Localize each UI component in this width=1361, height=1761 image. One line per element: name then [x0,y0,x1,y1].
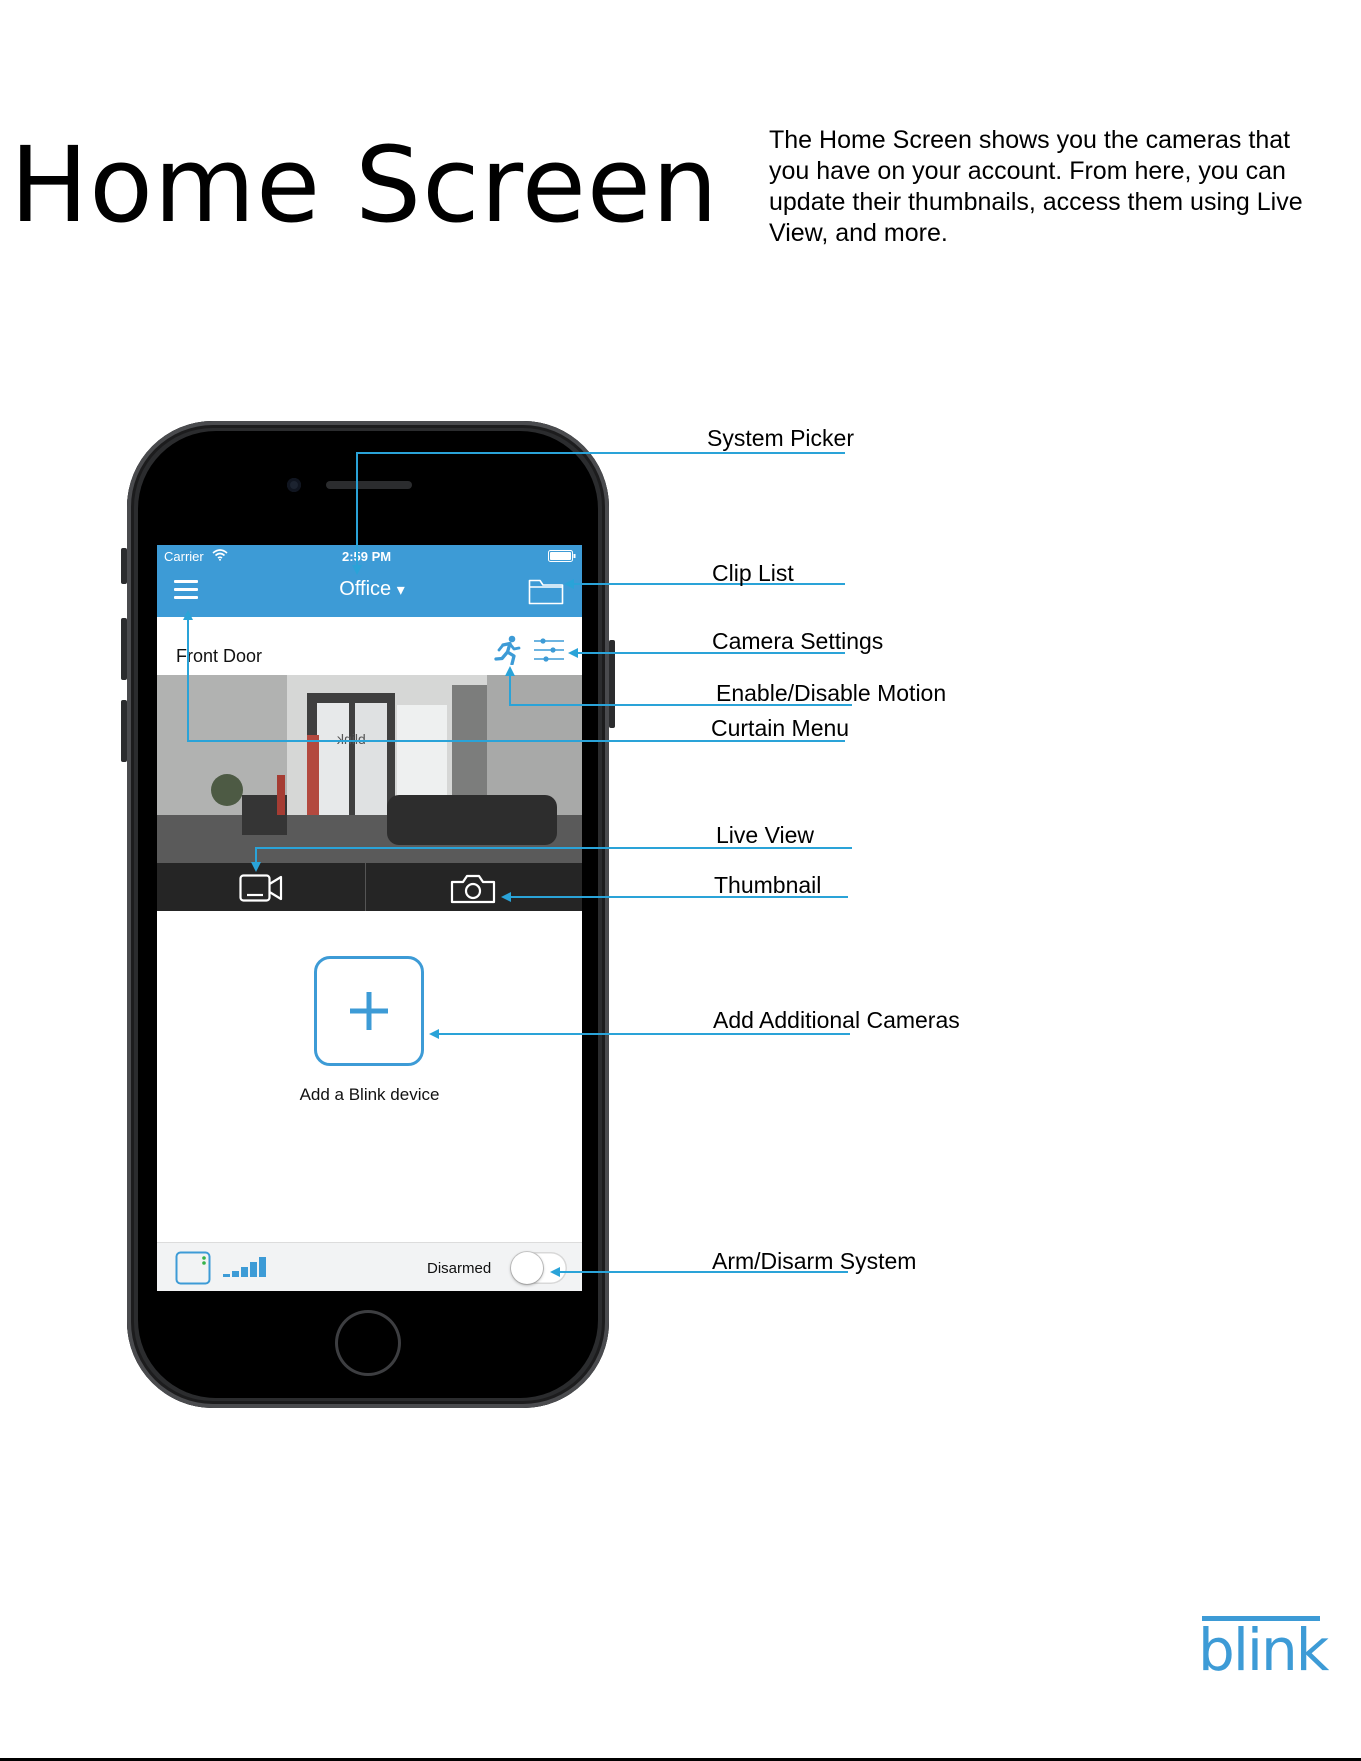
callout-add-cameras: Add Additional Cameras [713,1007,960,1033]
callout-clip-list: Clip List [712,560,794,586]
callout-motion: Enable/Disable Motion [716,680,947,706]
callout-line-system-picker [357,453,845,573]
page-title: Home Screen [10,124,719,246]
feed-watermark: blink [337,731,366,747]
callout-live-view: Live View [716,822,815,848]
status-time: 2:59 PM [342,549,392,564]
callout-system-picker: System Picker [707,425,854,451]
carrier-label: Carrier [164,549,204,564]
blink-logo: blink [1198,1616,1328,1684]
callout-thumbnail: Thumbnail [714,872,822,898]
callout-curtain-menu: Curtain Menu [711,715,850,741]
add-device-label: Add a Blink device [299,1085,440,1104]
callout-arm-disarm: Arm/Disarm System [712,1248,917,1274]
system-name: Office [339,578,392,600]
intro-paragraph: The Home Screen shows you the cameras that you have on your account. From here, you can update their thumbnails, access them using Live View, and more. [769,126,1303,247]
camera-name: Front Door [176,646,263,666]
callout-line-live-view [256,848,852,870]
arm-state-label: Disarmed [427,1260,492,1277]
chevron-down-icon: ▾ [396,582,405,599]
callout-camera-settings: Camera Settings [712,628,884,654]
